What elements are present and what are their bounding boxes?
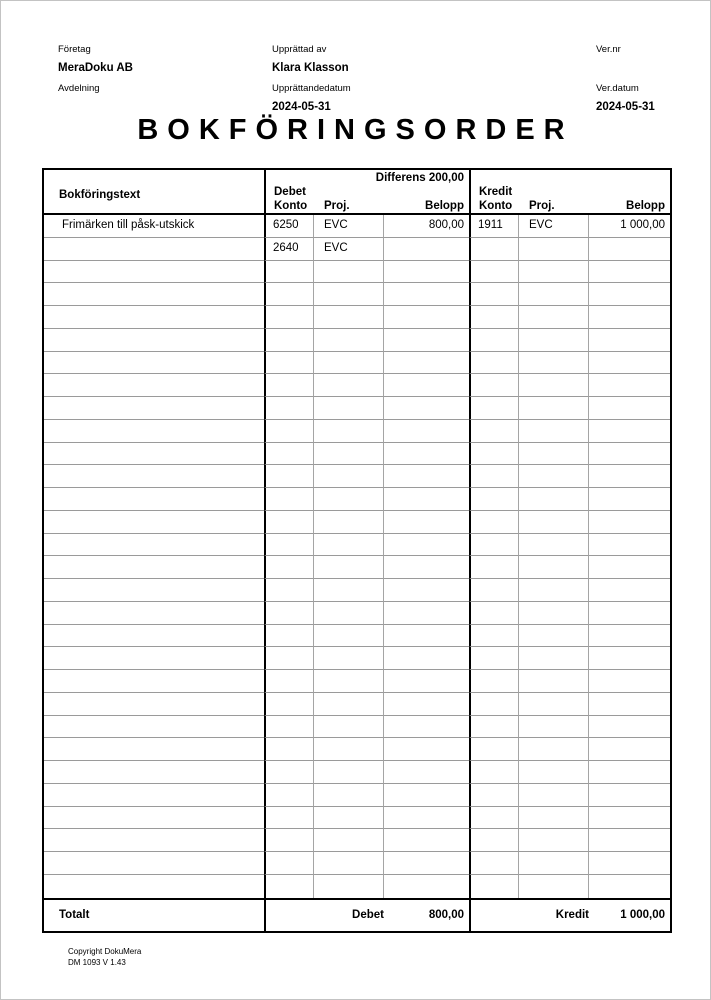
cell-kredit-proj: EVC xyxy=(519,215,589,238)
avdelning-label: Avdelning xyxy=(58,83,100,94)
cell-kredit-belopp xyxy=(589,283,670,306)
cell-kredit-konto xyxy=(469,625,519,648)
debet-belopp-header: Belopp xyxy=(425,200,464,212)
cell-debet-belopp: 800,00 xyxy=(384,215,469,238)
cell-debet-belopp xyxy=(384,807,469,830)
cell-debet-belopp xyxy=(384,261,469,284)
cell-debet-proj xyxy=(314,670,384,693)
cell-debet-proj xyxy=(314,625,384,648)
table-row xyxy=(44,829,670,852)
cell-debet-konto xyxy=(264,716,314,739)
cell-debet-belopp xyxy=(384,556,469,579)
cell-kredit-konto xyxy=(469,784,519,807)
cell-debet-belopp xyxy=(384,761,469,784)
header-col-company xyxy=(58,44,272,122)
kredit-header-section xyxy=(469,170,670,213)
cell-debet-konto xyxy=(264,579,314,602)
cell-debet-proj xyxy=(314,397,384,420)
cell-debet-proj xyxy=(314,875,384,898)
table-row xyxy=(44,807,670,830)
cell-debet-konto xyxy=(264,556,314,579)
cell-kredit-konto xyxy=(469,488,519,511)
cell-kredit-belopp xyxy=(589,511,670,534)
cell-debet-konto xyxy=(264,352,314,375)
cell-bokforingstext xyxy=(44,625,264,648)
cell-kredit-konto xyxy=(469,420,519,443)
copyright-text: Copyright DokuMera xyxy=(68,947,142,956)
cell-bokforingstext xyxy=(44,556,264,579)
cell-kredit-belopp xyxy=(589,761,670,784)
cell-bokforingstext xyxy=(44,374,264,397)
differens-value: Differens 200,00 xyxy=(375,172,464,184)
cell-debet-konto xyxy=(264,397,314,420)
cell-kredit-belopp xyxy=(589,420,670,443)
cell-bokforingstext xyxy=(44,807,264,830)
cell-debet-belopp xyxy=(384,306,469,329)
cell-kredit-belopp xyxy=(589,556,670,579)
cell-bokforingstext xyxy=(44,397,264,420)
cell-kredit-konto xyxy=(469,738,519,761)
table-row xyxy=(44,556,670,579)
table-row xyxy=(44,738,670,761)
table-header xyxy=(44,170,670,215)
cell-debet-konto xyxy=(264,511,314,534)
table-row xyxy=(44,215,670,238)
cell-bokforingstext xyxy=(44,465,264,488)
cell-debet-belopp xyxy=(384,602,469,625)
cell-kredit-belopp xyxy=(589,238,670,261)
cell-kredit-konto xyxy=(469,238,519,261)
cell-kredit-proj xyxy=(519,488,589,511)
column-header-bokforingstext: Bokföringstext xyxy=(59,189,141,201)
cell-debet-konto xyxy=(264,261,314,284)
cell-kredit-proj xyxy=(519,647,589,670)
cell-debet-konto xyxy=(264,306,314,329)
cell-debet-belopp xyxy=(384,488,469,511)
cell-bokforingstext xyxy=(44,420,264,443)
cell-bokforingstext xyxy=(44,761,264,784)
table-row xyxy=(44,875,670,898)
cell-kredit-konto xyxy=(469,443,519,466)
cell-kredit-proj xyxy=(519,807,589,830)
table-row xyxy=(44,261,670,284)
cell-kredit-belopp xyxy=(589,261,670,284)
cell-kredit-proj xyxy=(519,261,589,284)
cell-kredit-belopp xyxy=(589,352,670,375)
table-row xyxy=(44,238,670,261)
cell-debet-konto xyxy=(264,465,314,488)
document-footer xyxy=(68,947,141,968)
cell-kredit-belopp xyxy=(589,397,670,420)
total-debet-section xyxy=(264,900,469,931)
cell-kredit-belopp xyxy=(589,625,670,648)
cell-debet-proj xyxy=(314,488,384,511)
cell-bokforingstext xyxy=(44,693,264,716)
total-kredit-label: Kredit xyxy=(555,909,589,921)
debet-section-label: Debet xyxy=(274,186,306,198)
cell-debet-proj xyxy=(314,420,384,443)
cell-kredit-konto xyxy=(469,716,519,739)
cell-debet-proj xyxy=(314,807,384,830)
cell-bokforingstext xyxy=(44,443,264,466)
kredit-belopp-header: Belopp xyxy=(626,200,665,212)
cell-kredit-konto xyxy=(469,397,519,420)
cell-kredit-konto xyxy=(469,852,519,875)
cell-debet-konto xyxy=(264,875,314,898)
total-debet-value: 800,00 xyxy=(428,909,464,921)
cell-debet-belopp xyxy=(384,875,469,898)
cell-bokforingstext xyxy=(44,670,264,693)
cell-kredit-konto xyxy=(469,670,519,693)
table-row xyxy=(44,488,670,511)
cell-kredit-belopp xyxy=(589,716,670,739)
cell-debet-konto xyxy=(264,852,314,875)
cell-debet-proj xyxy=(314,761,384,784)
cell-bokforingstext xyxy=(44,875,264,898)
cell-debet-konto xyxy=(264,807,314,830)
cell-debet-belopp xyxy=(384,852,469,875)
cell-debet-belopp xyxy=(384,374,469,397)
header-col-author xyxy=(272,44,596,122)
cell-kredit-proj xyxy=(519,306,589,329)
cell-debet-proj xyxy=(314,374,384,397)
cell-kredit-proj xyxy=(519,374,589,397)
debet-subheaders xyxy=(266,199,469,213)
table-body xyxy=(44,215,670,898)
cell-debet-belopp xyxy=(384,625,469,648)
cell-debet-proj xyxy=(314,534,384,557)
cell-kredit-konto xyxy=(469,261,519,284)
cell-debet-proj xyxy=(314,647,384,670)
cell-kredit-proj xyxy=(519,761,589,784)
cell-bokforingstext xyxy=(44,534,264,557)
cell-debet-belopp xyxy=(384,738,469,761)
cell-kredit-proj xyxy=(519,420,589,443)
ver-datum-label: Ver.datum xyxy=(596,83,639,94)
cell-kredit-belopp xyxy=(589,647,670,670)
cell-debet-proj xyxy=(314,443,384,466)
cell-kredit-proj xyxy=(519,556,589,579)
cell-bokforingstext: Frimärken till påsk-utskick xyxy=(44,215,264,238)
cell-debet-konto xyxy=(264,829,314,852)
cell-bokforingstext xyxy=(44,579,264,602)
cell-kredit-konto xyxy=(469,374,519,397)
cell-bokforingstext xyxy=(44,784,264,807)
cell-debet-belopp xyxy=(384,465,469,488)
cell-debet-belopp xyxy=(384,329,469,352)
cell-kredit-belopp xyxy=(589,443,670,466)
cell-kredit-konto xyxy=(469,579,519,602)
cell-kredit-belopp xyxy=(589,579,670,602)
kredit-header-spacer xyxy=(471,170,670,186)
cell-kredit-proj xyxy=(519,693,589,716)
cell-kredit-proj xyxy=(519,443,589,466)
table-row xyxy=(44,670,670,693)
cell-debet-belopp xyxy=(384,670,469,693)
cell-kredit-proj xyxy=(519,738,589,761)
cell-kredit-proj xyxy=(519,329,589,352)
cell-debet-proj xyxy=(314,579,384,602)
cell-debet-proj xyxy=(314,556,384,579)
cell-debet-konto xyxy=(264,625,314,648)
cell-kredit-proj xyxy=(519,875,589,898)
cell-kredit-proj xyxy=(519,352,589,375)
table-row xyxy=(44,443,670,466)
table-row xyxy=(44,511,670,534)
cell-debet-proj xyxy=(314,352,384,375)
cell-debet-proj xyxy=(314,261,384,284)
debet-konto-header: Konto xyxy=(274,200,308,212)
cell-kredit-belopp xyxy=(589,329,670,352)
cell-debet-belopp xyxy=(384,647,469,670)
total-kredit-section xyxy=(469,900,670,931)
kredit-konto-header: Konto xyxy=(479,200,513,212)
cell-kredit-proj xyxy=(519,602,589,625)
cell-debet-proj xyxy=(314,784,384,807)
foretag-value: MeraDoku AB xyxy=(58,62,133,74)
cell-debet-belopp xyxy=(384,693,469,716)
table-row xyxy=(44,716,670,739)
cell-debet-proj: EVC xyxy=(314,238,384,261)
table-row xyxy=(44,647,670,670)
cell-kredit-belopp xyxy=(589,306,670,329)
table-row xyxy=(44,397,670,420)
cell-kredit-konto xyxy=(469,283,519,306)
cell-debet-proj xyxy=(314,511,384,534)
table-row xyxy=(44,352,670,375)
bokforingsorder-table xyxy=(42,168,672,933)
cell-kredit-proj xyxy=(519,829,589,852)
cell-kredit-konto xyxy=(469,352,519,375)
table-row xyxy=(44,374,670,397)
cell-debet-konto xyxy=(264,488,314,511)
table-row xyxy=(44,761,670,784)
cell-debet-proj xyxy=(314,852,384,875)
cell-kredit-proj xyxy=(519,625,589,648)
table-row xyxy=(44,420,670,443)
table-row xyxy=(44,465,670,488)
cell-kredit-belopp xyxy=(589,602,670,625)
cell-debet-belopp xyxy=(384,511,469,534)
cell-debet-konto: 2640 xyxy=(264,238,314,261)
document-id-text: DM 1093 V 1.43 xyxy=(68,957,126,967)
ver-nr-label: Ver.nr xyxy=(596,44,621,55)
cell-kredit-belopp xyxy=(589,829,670,852)
cell-kredit-proj xyxy=(519,852,589,875)
cell-debet-konto xyxy=(264,761,314,784)
cell-debet-konto xyxy=(264,647,314,670)
cell-kredit-konto xyxy=(469,602,519,625)
cell-kredit-konto xyxy=(469,534,519,557)
cell-kredit-proj xyxy=(519,716,589,739)
cell-kredit-proj xyxy=(519,784,589,807)
ver-datum-value: 2024-05-31 xyxy=(596,101,655,113)
cell-debet-konto xyxy=(264,534,314,557)
upprattandedatum-label: Upprättandedatum xyxy=(272,83,351,94)
kredit-subheaders xyxy=(471,199,670,213)
cell-debet-konto xyxy=(264,738,314,761)
cell-debet-konto xyxy=(264,420,314,443)
cell-bokforingstext xyxy=(44,738,264,761)
cell-debet-konto xyxy=(264,670,314,693)
table-row xyxy=(44,306,670,329)
cell-debet-belopp xyxy=(384,716,469,739)
debet-proj-header: Proj. xyxy=(324,200,350,212)
cell-debet-konto xyxy=(264,602,314,625)
cell-kredit-proj xyxy=(519,670,589,693)
header-col-verification xyxy=(596,44,690,122)
cell-debet-konto xyxy=(264,283,314,306)
table-row xyxy=(44,784,670,807)
cell-kredit-konto xyxy=(469,329,519,352)
cell-debet-konto xyxy=(264,374,314,397)
cell-debet-proj xyxy=(314,829,384,852)
cell-kredit-konto xyxy=(469,511,519,534)
cell-kredit-konto: 1911 xyxy=(469,215,519,238)
cell-kredit-proj xyxy=(519,465,589,488)
table-row xyxy=(44,625,670,648)
cell-debet-proj xyxy=(314,602,384,625)
cell-kredit-konto xyxy=(469,465,519,488)
cell-debet-belopp xyxy=(384,829,469,852)
table-row xyxy=(44,283,670,306)
cell-debet-konto xyxy=(264,693,314,716)
cell-bokforingstext xyxy=(44,306,264,329)
cell-kredit-belopp xyxy=(589,465,670,488)
total-row xyxy=(44,898,670,931)
cell-debet-belopp xyxy=(384,238,469,261)
cell-debet-proj xyxy=(314,693,384,716)
cell-kredit-konto xyxy=(469,556,519,579)
cell-bokforingstext xyxy=(44,329,264,352)
cell-bokforingstext xyxy=(44,852,264,875)
cell-bokforingstext xyxy=(44,238,264,261)
cell-debet-belopp xyxy=(384,579,469,602)
cell-kredit-belopp xyxy=(589,852,670,875)
cell-kredit-belopp xyxy=(589,875,670,898)
cell-bokforingstext xyxy=(44,829,264,852)
cell-bokforingstext xyxy=(44,261,264,284)
total-debet-label: Debet xyxy=(352,909,384,921)
ver-nr-value xyxy=(596,61,690,76)
table-row xyxy=(44,579,670,602)
cell-kredit-belopp xyxy=(589,670,670,693)
upprattad-av-label: Upprättad av xyxy=(272,44,327,55)
total-kredit-value: 1 000,00 xyxy=(620,909,665,921)
cell-debet-proj: EVC xyxy=(314,215,384,238)
cell-debet-proj xyxy=(314,716,384,739)
upprattad-av-value: Klara Klasson xyxy=(272,62,349,74)
cell-kredit-konto xyxy=(469,807,519,830)
cell-debet-belopp xyxy=(384,283,469,306)
foretag-label: Företag xyxy=(58,44,91,55)
cell-bokforingstext xyxy=(44,716,264,739)
cell-debet-proj xyxy=(314,283,384,306)
table-row xyxy=(44,602,670,625)
cell-kredit-belopp xyxy=(589,534,670,557)
cell-kredit-konto xyxy=(469,829,519,852)
cell-debet-konto xyxy=(264,329,314,352)
cell-debet-belopp xyxy=(384,443,469,466)
cell-bokforingstext xyxy=(44,511,264,534)
cell-kredit-proj xyxy=(519,511,589,534)
table-row xyxy=(44,534,670,557)
total-label: Totalt xyxy=(59,909,90,921)
cell-bokforingstext xyxy=(44,352,264,375)
cell-debet-proj xyxy=(314,465,384,488)
kredit-proj-header: Proj. xyxy=(529,200,555,212)
cell-debet-belopp xyxy=(384,397,469,420)
table-row xyxy=(44,329,670,352)
cell-debet-proj xyxy=(314,306,384,329)
cell-kredit-proj xyxy=(519,283,589,306)
table-row xyxy=(44,852,670,875)
cell-kredit-belopp xyxy=(589,738,670,761)
cell-bokforingstext xyxy=(44,283,264,306)
cell-debet-konto: 6250 xyxy=(264,215,314,238)
kredit-section-label: Kredit xyxy=(479,186,513,198)
document-header xyxy=(58,44,690,122)
cell-kredit-proj xyxy=(519,534,589,557)
cell-debet-proj xyxy=(314,329,384,352)
cell-debet-proj xyxy=(314,738,384,761)
cell-kredit-konto xyxy=(469,761,519,784)
cell-kredit-konto xyxy=(469,306,519,329)
cell-kredit-konto xyxy=(469,875,519,898)
cell-kredit-belopp xyxy=(589,807,670,830)
cell-debet-konto xyxy=(264,443,314,466)
cell-kredit-proj xyxy=(519,238,589,261)
cell-bokforingstext xyxy=(44,602,264,625)
cell-kredit-konto xyxy=(469,693,519,716)
cell-kredit-belopp: 1 000,00 xyxy=(589,215,670,238)
cell-kredit-belopp xyxy=(589,784,670,807)
cell-kredit-belopp xyxy=(589,374,670,397)
cell-kredit-proj xyxy=(519,579,589,602)
page-title: BOKFÖRINGSORDER xyxy=(137,114,574,146)
cell-debet-belopp xyxy=(384,534,469,557)
cell-debet-konto xyxy=(264,784,314,807)
cell-kredit-konto xyxy=(469,647,519,670)
cell-debet-belopp xyxy=(384,352,469,375)
cell-kredit-belopp xyxy=(589,693,670,716)
cell-bokforingstext xyxy=(44,488,264,511)
cell-debet-belopp xyxy=(384,784,469,807)
upprattandedatum-value: 2024-05-31 xyxy=(272,101,331,113)
debet-header-section xyxy=(264,170,469,213)
cell-bokforingstext xyxy=(44,647,264,670)
table-row xyxy=(44,693,670,716)
cell-kredit-belopp xyxy=(589,488,670,511)
cell-debet-belopp xyxy=(384,420,469,443)
cell-kredit-proj xyxy=(519,397,589,420)
